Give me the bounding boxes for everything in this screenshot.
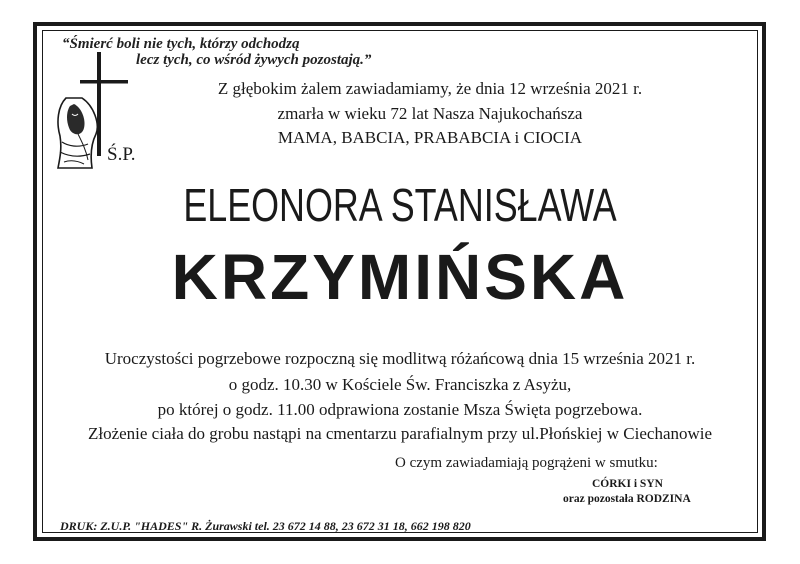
quote-line-1: “Śmierć boli nie tych, którzy odchodzą	[62, 36, 300, 52]
quote-line-2: lecz tych, co wśród żywych pozostają.”	[136, 52, 372, 68]
announcement-line-3: MAMA, BABCIA, PRABABCIA i CIOCIA	[277, 128, 583, 147]
printer-footer: DRUK: Z.U.P. "HADES" R. Żurawski tel. 23 672 14 88, 23 672 31 18, 662 198 820	[60, 519, 471, 533]
announcement-line-1: Z głębokim żalem zawiadamiamy, że dnia 12 września 2021 r.	[217, 79, 643, 98]
mourners-intro: O czym zawiadamiają pogrążeni w smutku:	[395, 455, 658, 471]
deceased-surname: KRZYMIŃSKA	[171, 241, 629, 313]
mourners-line-2: oraz pozostała RODZINA	[563, 493, 691, 505]
deceased-given-names: ELEONORA STANISŁAWA	[183, 179, 617, 231]
announcement-line-2: zmarła w wieku 72 lat Nasza Najukochańsza	[277, 104, 583, 123]
ceremony-line-4: Złożenie ciała do grobu nastąpi na cmentarzu parafialnym przy ul.Płońskiej w Ciechanowie	[87, 424, 713, 443]
ceremony-line-3: po której o godz. 11.00 odprawiona zostanie Msza Święta pogrzebowa.	[157, 400, 643, 419]
sp-prefix: Ś.P.	[107, 144, 136, 165]
ceremony-line-2: o godz. 10.30 w Kościele Św. Franciszka z Asyżu,	[228, 375, 572, 394]
ceremony-line-1: Uroczystości pogrzebowe rozpoczną się modlitwą różańcową dnia 15 września 2021 r.	[104, 349, 696, 368]
mourners-line-1: CÓRKI i SYN	[592, 478, 663, 490]
